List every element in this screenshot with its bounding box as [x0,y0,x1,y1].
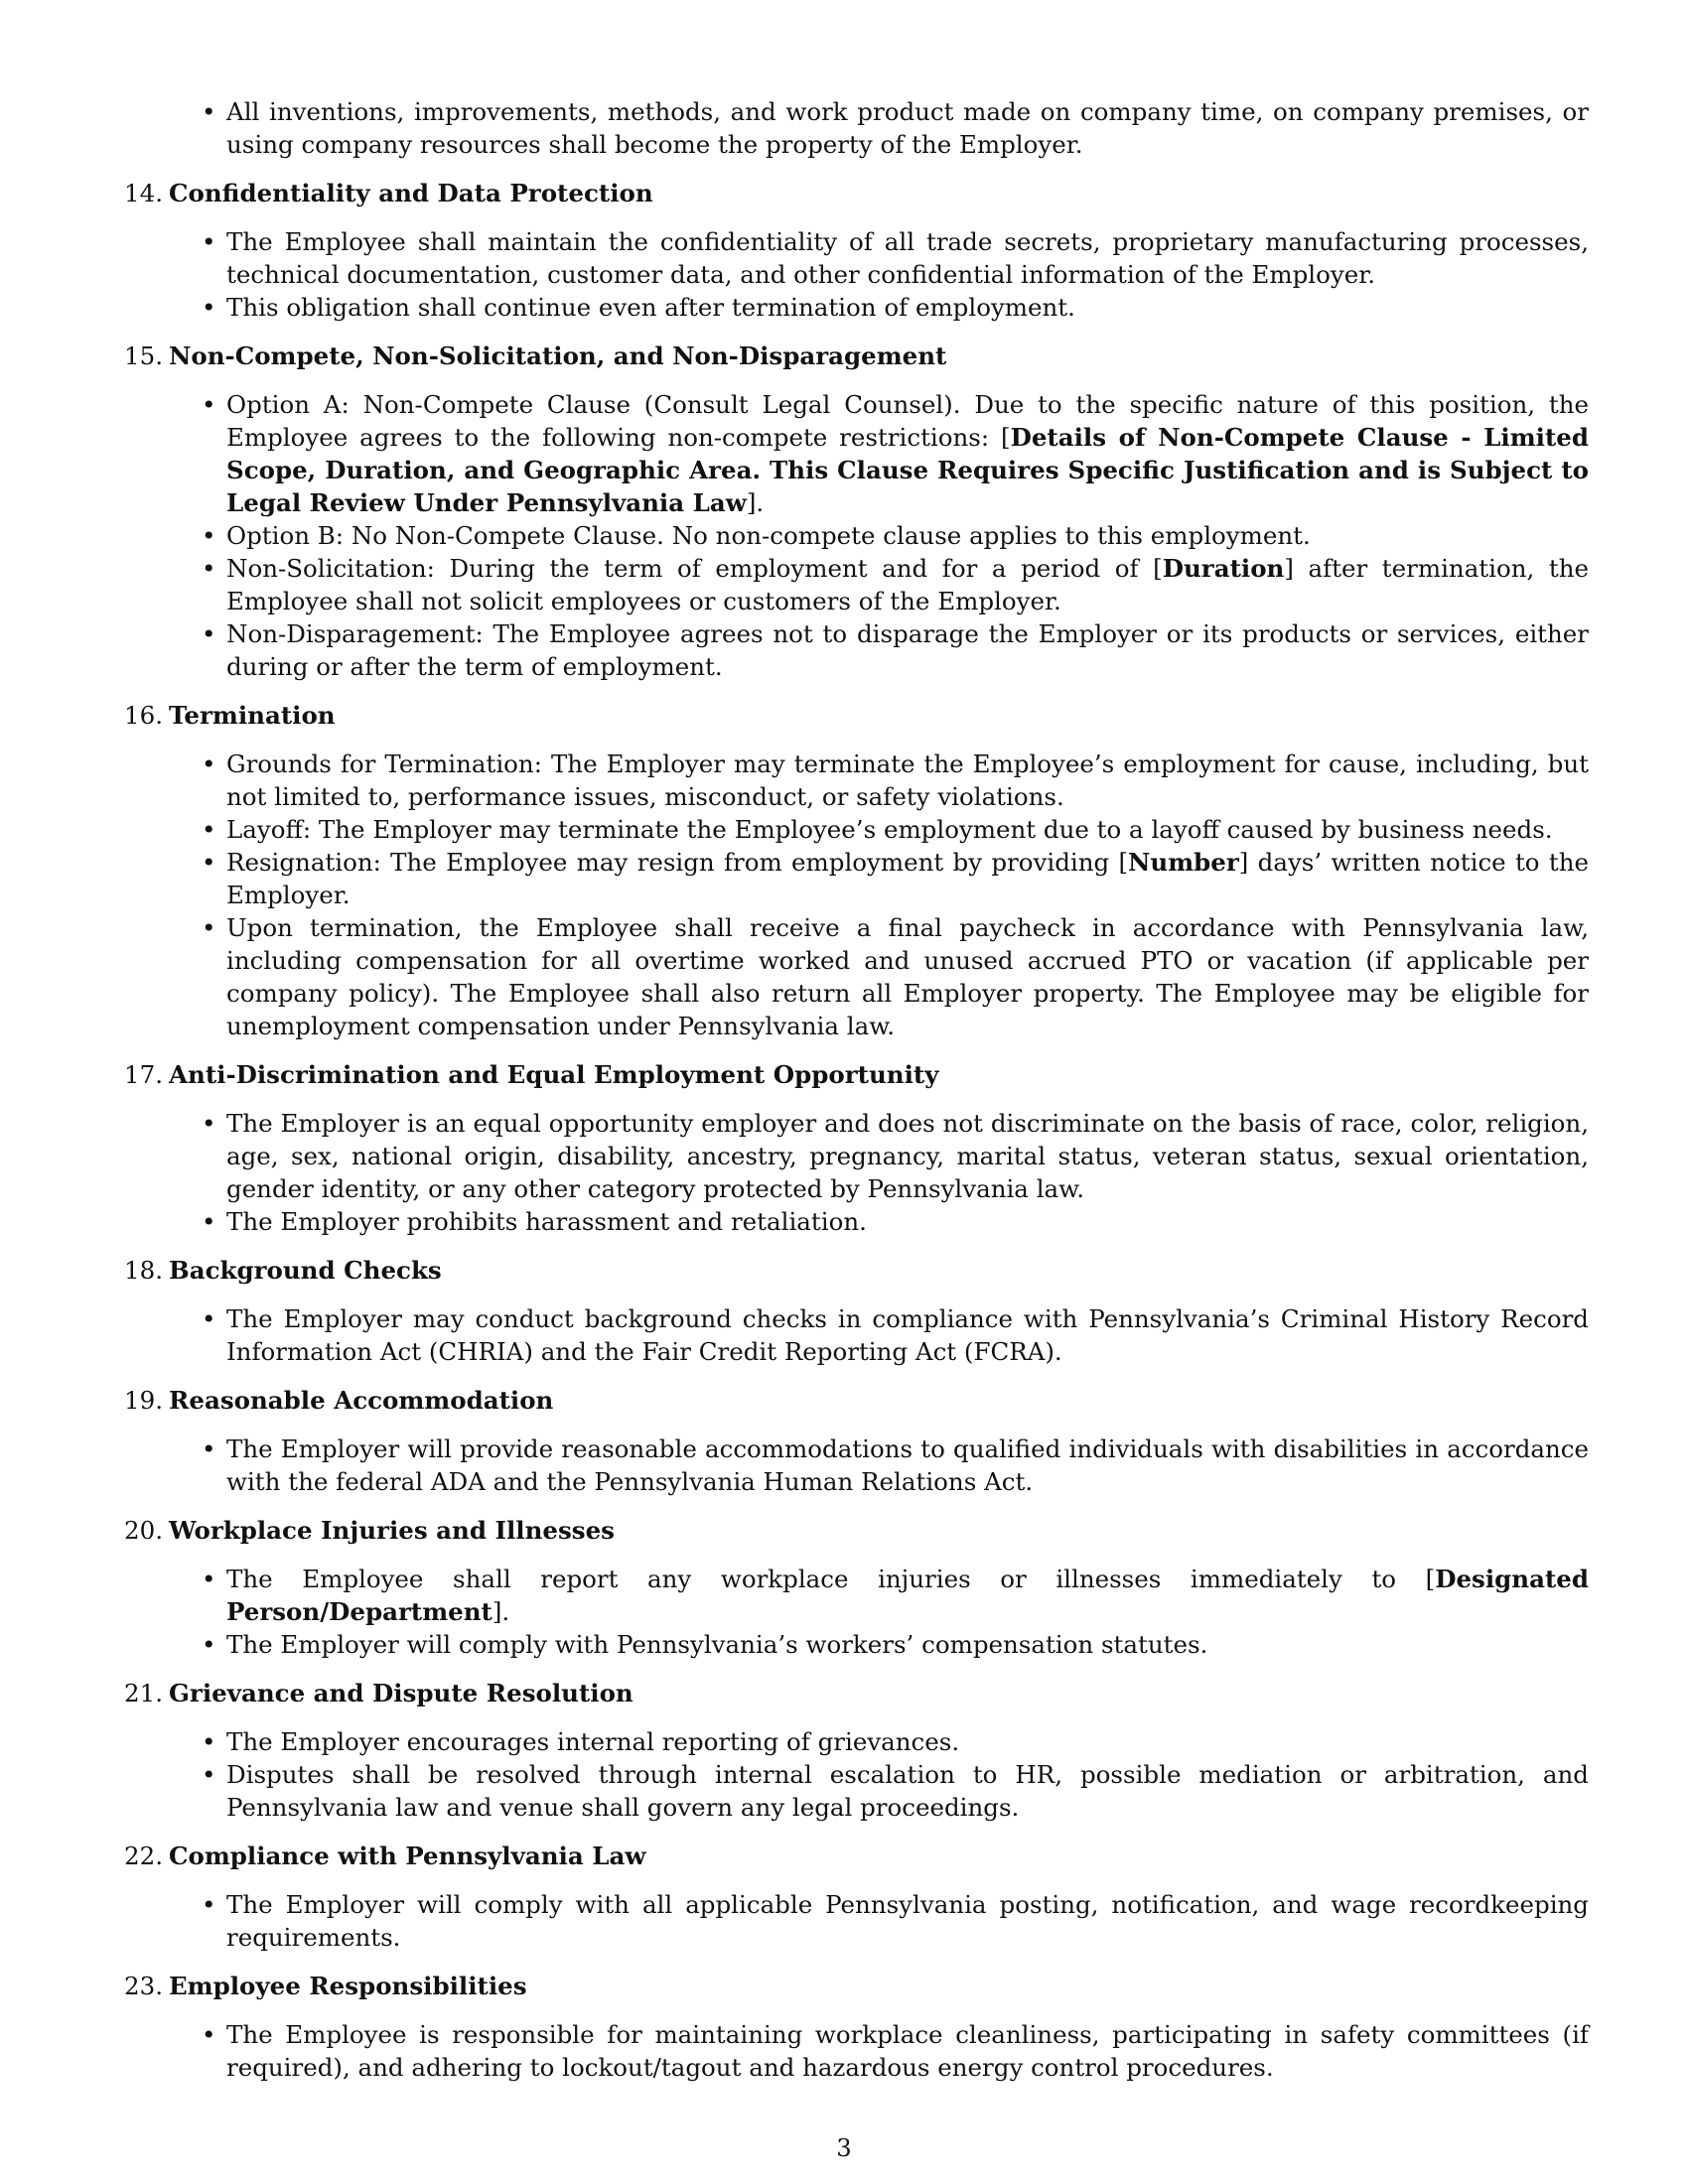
placeholder-text: Number [1128,848,1239,877]
section-19 [107,1384,1589,1498]
text-run: The Employee shall report any workplace injuries or illnesses immediately to [ [226,1565,1436,1593]
section-title: Termination [169,701,336,730]
list-item-report [226,1563,1589,1628]
section-number: 21. [124,1679,163,1707]
section-number: 22. [124,1842,163,1870]
section-15 [107,340,1589,683]
section-title: Workplace Injuries and Illnesses [169,1516,615,1545]
section-title: Compliance with Pennsylvania Law [169,1842,646,1870]
section-title: Grievance and Dispute Resolution [169,1679,633,1707]
section-heading [107,1677,1589,1709]
bullet-list [107,1725,1589,1824]
list-item-resignation [226,846,1589,911]
text-run: ] after termination, the Employee shall not solicit employees or customers of the Employer. [226,554,1589,615]
section-number: 19. [124,1386,163,1415]
section-heading [107,1840,1589,1872]
section-heading [107,1058,1589,1091]
section-title: Non-Compete, Non-Solicitation, and Non-Disparagement [169,341,947,370]
section-17 [107,1058,1589,1238]
bullet-list [107,748,1589,1042]
text-run: Non-Solicitation: During the term of employment and for a period of [ [226,554,1163,583]
section-number: 23. [124,1972,163,2000]
section-23 [107,1970,1589,2084]
bullet-list [107,1563,1589,1661]
section-18 [107,1254,1589,1368]
list-item-non-disparagement: • Non-Disparagement: The Employee agrees not to disparage the Employer or its products or services, either during or after the term of employment. [226,617,1589,683]
placeholder-text: Designated Person/Department [226,1565,1589,1626]
bullet-list [107,1107,1589,1238]
section-heading [107,340,1589,372]
list-item: • This obligation shall continue even after termination of employment. [226,291,1589,324]
text-run: ] days’ written notice to the Employer. [226,848,1589,909]
section-title: Anti-Discrimination and Equal Employment Opportunity [169,1060,939,1089]
section-heading [107,1384,1589,1417]
list-item-option-b: • Option B: No Non-Compete Clause. No non-compete clause applies to this employment. [226,519,1589,552]
section-title: Reasonable Accommodation [169,1386,554,1415]
list-item-comp: • The Employer will comply with Pennsylvania’s workers’ compensation statutes. [226,1628,1589,1661]
list-item: • The Employer may conduct background checks in compliance with Pennsylvania’s Criminal History Record Information Act (CHRIA) and the Fair Credit Reporting Act (FCRA). [226,1302,1589,1368]
section-heading [107,177,1589,209]
text-run: ]. [746,488,765,517]
list-item-non-solicitation [226,552,1589,617]
placeholder-text: Duration [1162,554,1285,583]
bullet-list [107,388,1589,683]
list-item: • The Employer is an equal opportunity employer and does not discriminate on the basis of race, color, religion, age, sex, national origin, disability, ancestry, pregnancy, marital status, veteran status, sexual orientation, gender identity, or any other category protected by Pennsylvania law. [226,1107,1589,1205]
section-title: Confidentiality and Data Protection [169,179,653,207]
bullet-list [107,1302,1589,1368]
section-20 [107,1514,1589,1661]
list-item: • The Employee shall maintain the confidentiality of all trade secrets, proprietary manufacturing processes, technical documentation, customer data, and other confidential information of the Employer. [226,225,1589,291]
placeholder-text: Details of Non-Compete Clause - Limited Scope, Duration, and Geographic Area. This Clause Requires Specific Justification and is Subject to Legal Review Under Pennsylvania Law [226,423,1589,517]
section-number: 15. [124,341,163,370]
list-item: • All inventions, improvements, methods, and work product made on company time, on company premises, or using company resources shall become the property of the Employer. [226,95,1589,161]
list-item: • Disputes shall be resolved through internal escalation to HR, possible mediation or arbitration, and Pennsylvania law and venue shall govern any legal proceedings. [226,1758,1589,1824]
section-14 [107,177,1589,324]
section-title: Employee Responsibilities [169,1972,527,2000]
section-heading [107,1970,1589,2002]
page-number: 3 [836,2134,852,2162]
list-item: • The Employer prohibits harassment and retaliation. [226,1205,1589,1238]
intro-bullet-list [107,95,1589,161]
text-run: Resignation: The Employee may resign from employment by providing [ [226,848,1129,877]
bullet-list [107,1888,1589,1954]
section-22 [107,1840,1589,1954]
text-run: ]. [492,1597,510,1626]
section-16 [107,699,1589,1042]
section-number: 14. [124,179,163,207]
list-item-layoff: • Layoff: The Employer may terminate the Employee’s employment due to a layoff caused by business needs. [226,813,1589,846]
bullet-list [107,1433,1589,1498]
section-heading [107,699,1589,732]
document-body [107,95,1589,2084]
list-item-option-a [226,388,1589,519]
section-21 [107,1677,1589,1824]
list-item: • The Employer will comply with all applicable Pennsylvania posting, notification, and wage recordkeeping requirements. [226,1888,1589,1954]
list-item-grounds: • Grounds for Termination: The Employer may terminate the Employee’s employment for cause, including, but not limited to, performance issues, misconduct, or safety violations. [226,748,1589,813]
list-item: • The Employer encourages internal reporting of grievances. [226,1725,1589,1758]
section-number: 16. [124,701,163,730]
list-item-final-pay: • Upon termination, the Employee shall receive a final paycheck in accordance with Pennsylvania law, including compensation for all overtime worked and unused accrued PTO or vacation (if applicable per company policy). The Employee shall also return all Employer property. The Employee may be eligible for unemployment compensation under Pennsylvania law. [226,911,1589,1042]
list-item: • The Employer will provide reasonable accommodations to qualified individuals with disabilities in accordance with the federal ADA and the Pennsylvania Human Relations Act. [226,1433,1589,1498]
section-number: 18. [124,1256,163,1285]
text-run: Option A: Non-Compete Clause (Consult Legal Counsel). Due to the specific nature of this position, the Employee agrees to the following non-compete restrictions: [ [226,390,1589,452]
section-heading [107,1254,1589,1287]
bullet-list [107,225,1589,324]
section-heading [107,1514,1589,1547]
section-number: 20. [124,1516,163,1545]
bullet-list [107,2018,1589,2084]
section-number: 17. [124,1060,163,1089]
section-title: Background Checks [169,1256,442,1285]
list-item: • The Employee is responsible for maintaining workplace cleanliness, participating in safety committees (if required), and adhering to lockout/tagout and hazardous energy control procedures. [226,2018,1589,2084]
